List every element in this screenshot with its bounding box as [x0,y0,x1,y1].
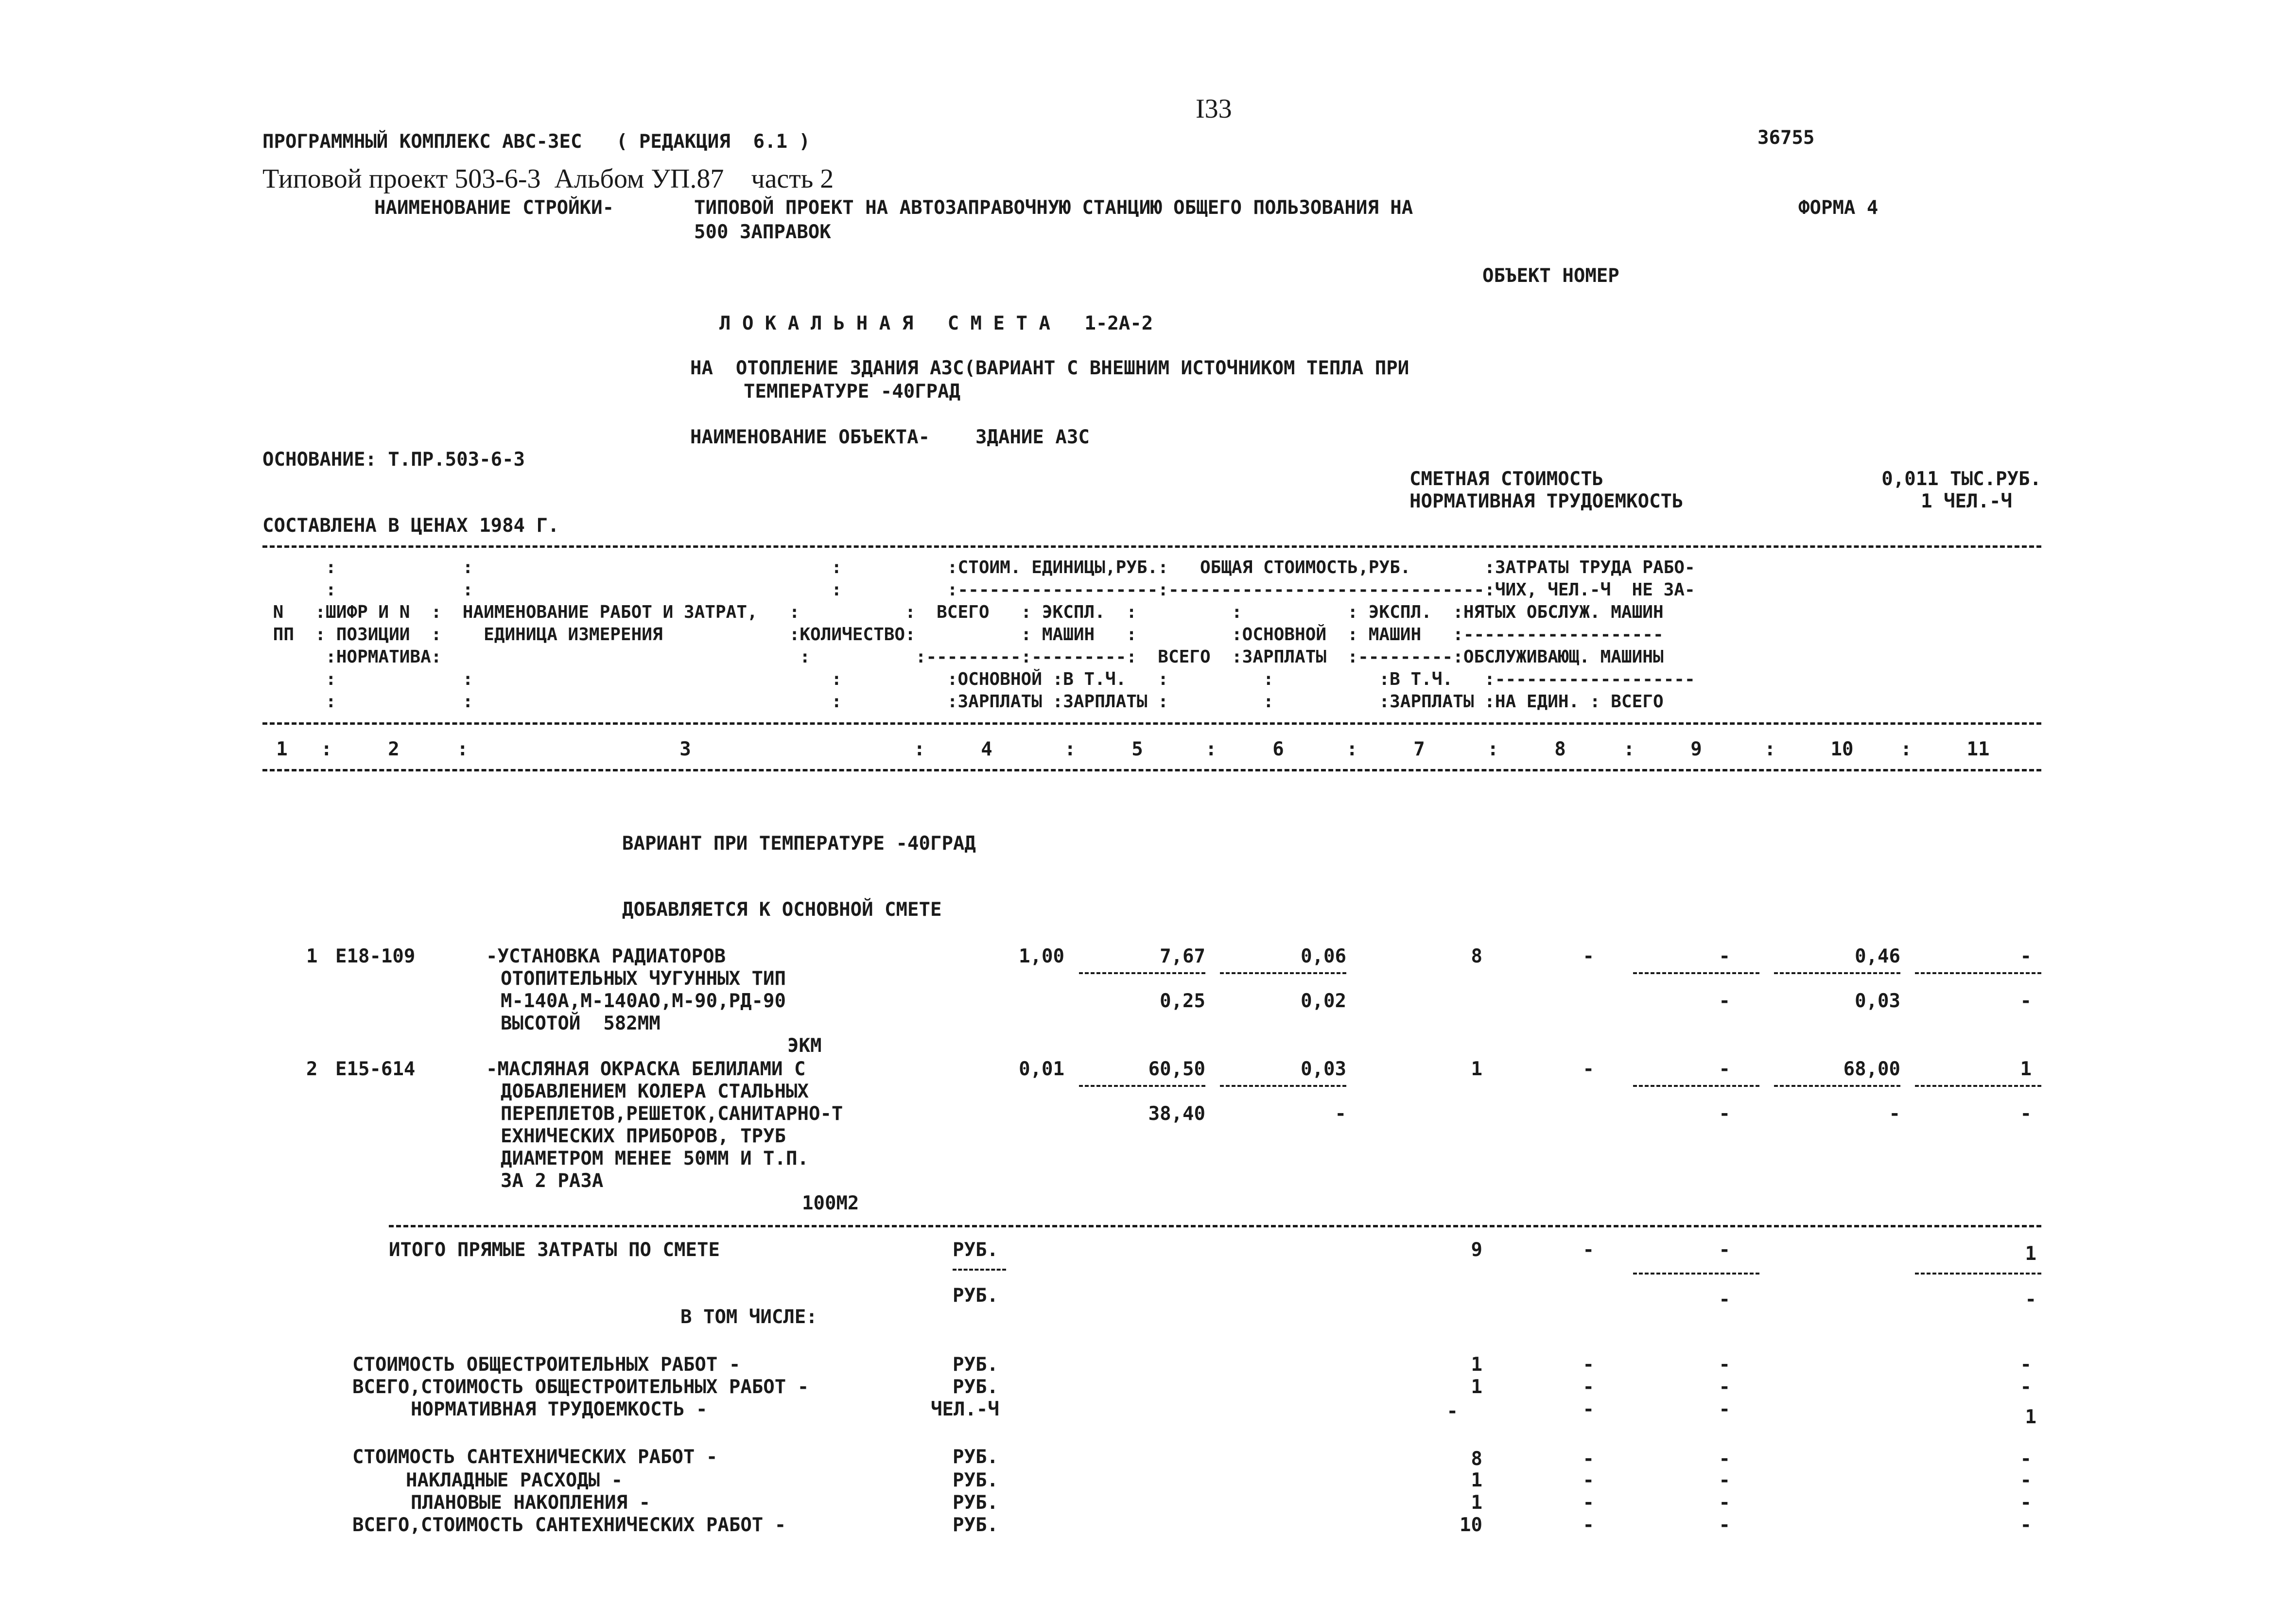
object-name: НАИМЕНОВАНИЕ ОБЪЕКТА- ЗДАНИЕ АЗС [690,426,1090,448]
breakdown-label: СТОИМОСТЬ САНТЕХНИЧЕСКИХ РАБОТ - [352,1446,718,1468]
labor-label: НОРМАТИВНАЯ ТРУДОЕМКОСТЬ [1409,490,1684,512]
item-unit-machine: 0,06 [1301,945,1346,967]
item-name-line: ЗА 2 РАЗА [501,1170,604,1192]
estimate-title: Л О К А Л Ь Н А Я С М Е Т А 1-2А-2 [719,313,1153,334]
breakdown-machine: - [1719,1398,1730,1420]
col-number: 7 [1413,738,1425,760]
direct-costs-total-value: 9 [1471,1239,1482,1261]
item-labor-total: - [2020,945,2032,967]
item-unit-total: 7,67 [1160,945,1205,967]
breakdown-label: ВСЕГО,СТОИМОСТЬ САНТЕХНИЧЕСКИХ РАБОТ - [352,1514,786,1536]
header-bottom-rule [262,722,2041,725]
item-name-line: -МАСЛЯНАЯ ОКРАСКА БЕЛИЛАМИ С [486,1058,806,1080]
direct-costs-machine-2: - [1719,1289,1730,1310]
breakdown-labor: - [2020,1354,2032,1376]
item-name-line: ДИАМЕТРОМ МЕНЕЕ 50ММ И Т.П. [501,1148,809,1170]
item-unit: ЭКМ [787,1035,822,1057]
item-number: 1 [306,945,318,967]
table-top-rule [262,545,2041,548]
item-labor-unit-2: 0,03 [1855,990,1900,1012]
direct-costs-unit: РУБ. [953,1239,998,1261]
including-label: В ТОМ ЧИСЛЕ: [680,1306,818,1328]
breakdown-total: 1 [1471,1492,1482,1514]
item-name-line: ДОБАВЛЕНИЕМ КОЛЕРА СТАЛЬНЫХ [501,1081,809,1102]
item-labor-total-2: - [2020,1103,2032,1125]
direct-costs-labor: 1 [2025,1243,2036,1265]
breakdown-wage: - [1583,1469,1594,1491]
breakdown-unit: РУБ. [953,1354,998,1376]
construction-name-line2: 500 ЗАПРАВОК [694,221,831,243]
col-number: 3 [679,738,691,760]
breakdown-label: ПЛАНОВЫЕ НАКОПЛЕНИЯ - [411,1492,651,1514]
breakdown-machine: - [1719,1376,1730,1398]
direct-costs-machine: - [1719,1239,1730,1261]
col-number: 2 [388,738,400,760]
item-quantity: 0,01 [1019,1058,1064,1080]
item-unit: 100М2 [802,1192,859,1214]
item-number: 2 [306,1058,318,1080]
item-labor-unit: 68,00 [1843,1058,1900,1080]
item-labor-unit-2: - [1889,1103,1900,1125]
breakdown-total: 1 [1471,1354,1482,1376]
breakdown-unit: РУБ. [953,1469,998,1491]
item-total: 1 [1471,1058,1482,1080]
item-code: Е18-109 [335,945,416,967]
cost-label: СМЕТНАЯ СТОИМОСТЬ [1409,468,1604,490]
breakdown-label: СТОИМОСТЬ ОБЩЕСТРОИТЕЛЬНЫХ РАБОТ - [352,1354,741,1376]
breakdown-label: ВСЕГО,СТОИМОСТЬ ОБЩЕСТРОИТЕЛЬНЫХ РАБОТ - [352,1376,809,1398]
header-line: : : : :СТОИМ. ЕДИНИЦЫ,РУБ.: ОБЩАЯ СТОИМОСТЬ,РУБ. :ЗАТРАТЫ ТРУДА РАБО- [262,558,1695,577]
item-labor-total-2: - [2020,990,2032,1012]
item-name-line: -УСТАНОВКА РАДИАТОРОВ [486,945,726,967]
program-name: ПРОГРАММНЫЙ КОМПЛЕКС АВС-ЗЕС ( РЕДАКЦИЯ 6.1 ) [262,131,811,153]
col-number: 9 [1690,738,1702,760]
document-number: 36755 [1757,127,1815,149]
col-number: 5 [1131,738,1143,760]
item-unit-machine-wage: - [1335,1103,1346,1125]
breakdown-unit: ЧЕЛ.-Ч [931,1398,999,1420]
item-basic-wage: - [1583,1058,1594,1080]
breakdown-label: НОРМАТИВНАЯ ТРУДОЕМКОСТЬ - [411,1398,708,1420]
labor-value: 1 ЧЕЛ.-Ч [1921,490,2012,512]
col-number: 8 [1554,738,1566,760]
header-line: : : : :ОСНОВНОЙ :В Т.Ч. : : :В Т.Ч. :------------------- [262,669,1695,689]
breakdown-machine: - [1719,1354,1730,1376]
header-line: N :ШИФР И N : НАИМЕНОВАНИЕ РАБОТ И ЗАТРАТ, : : ВСЕГО : ЭКСПЛ. : : : ЭКСПЛ. :НЯТЫХ ОБСЛУЖ. МАШИН [262,602,1664,622]
form-label: ФОРМА 4 [1798,197,1879,219]
breakdown-labor: - [2020,1469,2032,1491]
item-unit-wage: 0,25 [1160,990,1205,1012]
breakdown-machine: - [1719,1448,1730,1470]
breakdown-wage: - [1583,1376,1594,1398]
breakdown-labor: - [2020,1492,2032,1514]
breakdown-total: 10 [1460,1514,1482,1536]
construction-name-line1: ТИПОВОЙ ПРОЕКТ НА АВТОЗАПРАВОЧНУЮ СТАНЦИЮ ОБЩЕГО ПОЛЬЗОВАНИЯ НА [694,197,1413,219]
breakdown-unit: РУБ. [953,1514,998,1536]
col-number: 4 [981,738,992,760]
totals-top-rule [389,1225,2041,1227]
item-quantity: 1,00 [1019,945,1064,967]
breakdown-wage: - [1583,1354,1594,1376]
breakdown-total: 1 [1471,1469,1482,1491]
item-machine: - [1719,945,1730,967]
item-name-line: ОТОПИТЕЛЬНЫХ ЧУГУННЫХ ТИП [501,968,786,990]
breakdown-wage: - [1583,1448,1594,1470]
basis: ОСНОВАНИЕ: Т.ПР.503-6-3 [262,449,525,471]
estimate-subject-line2: ТЕМПЕРАТУРЕ -40ГРАД [744,381,961,402]
estimate-subject-line1: НА ОТОПЛЕНИЕ ЗДАНИЯ АЗС(ВАРИАНТ С ВНЕШНИМ ИСТОЧНИКОМ ТЕПЛА ПРИ [690,357,1409,379]
breakdown-labor: - [2020,1448,2032,1470]
page-number: I33 [1196,94,1232,124]
item-name-line: М-140А,М-140АО,М-90,РД-90 [501,990,786,1012]
header-line: : : : :ЗАРПЛАТЫ :ЗАРПЛАТЫ : : :ЗАРПЛАТЫ :НА ЕДИН. : ВСЕГО [262,692,1664,712]
breakdown-machine: - [1719,1492,1730,1514]
item-labor-total: 1 [2020,1058,2032,1080]
object-number: ОБЪЕКТ НОМЕР [1482,265,1619,287]
breakdown-labor: - [2020,1376,2032,1398]
item-name-line: ВЫСОТОЙ 582ММ [501,1013,661,1034]
breakdown-wage: - [1583,1514,1594,1536]
header-line: :НОРМАТИВА: : :---------:---------: ВСЕГО :ЗАРПЛАТЫ :---------:ОБСЛУЖИВАЮЩ. МАШИНЫ [262,647,1664,667]
breakdown-wage: - [1583,1492,1594,1514]
col-number: 11 [1966,738,1990,760]
col-number: 1 [276,738,288,760]
item-unit-total: 60,50 [1148,1058,1205,1080]
item-unit-wage: 38,40 [1148,1103,1205,1125]
breakdown-label: НАКЛАДНЫЕ РАСХОДЫ - [406,1469,623,1491]
item-basic-wage: - [1583,945,1594,967]
section-subtitle: ДОБАВЛЯЕТСЯ К ОСНОВНОЙ СМЕТЕ [622,899,942,921]
breakdown-wage: - [1583,1398,1594,1420]
item-total: 8 [1471,945,1482,967]
construction-label: НАИМЕНОВАНИЕ СТРОЙКИ- [374,197,614,219]
breakdown-machine: - [1719,1514,1730,1536]
item-unit-machine-wage: 0,02 [1301,990,1346,1012]
item-name-line: ПЕРЕПЛЕТОВ,РЕШЕТОК,САНИТАРНО-Т [501,1103,843,1125]
item-unit-machine: 0,03 [1301,1058,1346,1080]
col-number-bottom-rule [262,769,2041,771]
item-machine-wage: - [1719,990,1730,1012]
breakdown-labor: 1 [2025,1406,2036,1428]
item-name-line: ЕХНИЧЕСКИХ ПРИБОРОВ, ТРУБ [501,1125,786,1147]
price-basis: СОСТАВЛЕНА В ЦЕНАХ 1984 Г. [262,515,559,537]
direct-costs-labor-2: - [2025,1289,2036,1310]
header-line: : : : :-------------------:------------------------------:ЧИХ, ЧЕЛ.-Ч НЕ ЗА- [262,580,1695,600]
col-number: 6 [1272,738,1284,760]
item-machine: - [1719,1058,1730,1080]
breakdown-unit: РУБ. [953,1492,998,1514]
header-line: ПП : ПОЗИЦИИ : ЕДИНИЦА ИЗМЕРЕНИЯ :КОЛИЧЕСТВО: : МАШИН : :ОСНОВНОЙ : МАШИН :------------------- [262,625,1664,645]
breakdown-unit: РУБ. [953,1376,998,1398]
item-machine-wage: - [1719,1103,1730,1125]
direct-costs-wage: - [1583,1239,1594,1261]
breakdown-total: 8 [1471,1448,1482,1470]
direct-costs-unit-2: РУБ. [953,1285,998,1307]
col-number: 10 [1830,738,1854,760]
breakdown-total: 1 [1471,1376,1482,1398]
breakdown-machine: - [1719,1469,1730,1491]
direct-costs-label: ИТОГО ПРЯМЫЕ ЗАТРАТЫ ПО СМЕТЕ [389,1239,720,1261]
breakdown-labor: - [2020,1514,2032,1536]
breakdown-unit: РУБ. [953,1446,998,1468]
project-title: Типовой проект 503-6-3 Альбом УП.87 часть 2 [262,164,834,194]
cost-value: 0,011 ТЫС.РУБ. [1881,468,2041,490]
breakdown-total: - [1446,1400,1458,1422]
item-code: Е15-614 [335,1058,416,1080]
item-labor-unit: 0,46 [1855,945,1900,967]
section-title: ВАРИАНТ ПРИ ТЕМПЕРАТУРЕ -40ГРАД [622,833,976,855]
